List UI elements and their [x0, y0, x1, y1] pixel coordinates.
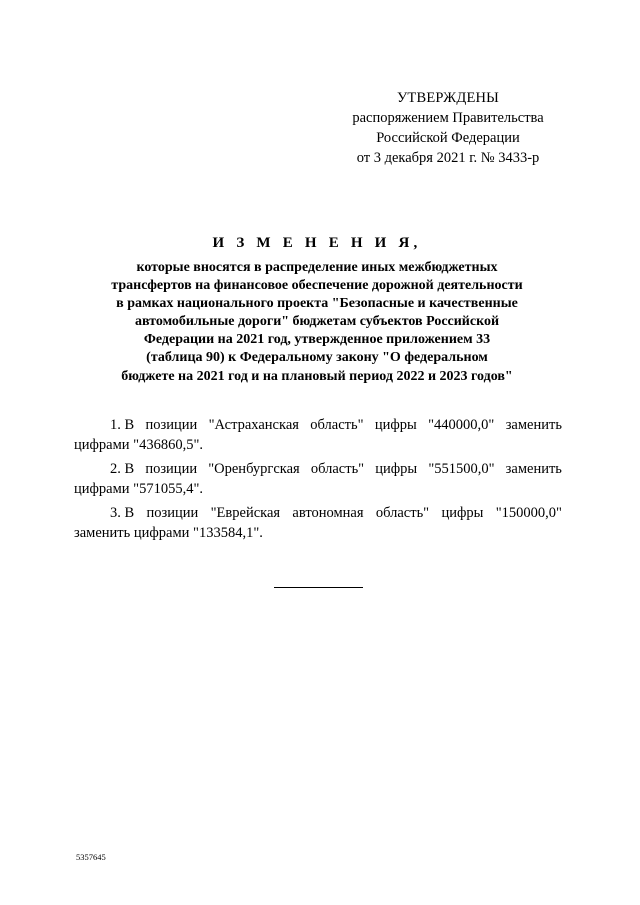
approval-block	[330, 88, 566, 168]
word: "440000,0"	[428, 417, 495, 433]
change-item-2	[74, 459, 562, 499]
subtitle-line: трансфертов на финансовое обеспечение дорожной деятельности	[111, 278, 523, 294]
word: цифры	[441, 505, 484, 521]
document-title: И З М Е Н Е Н И Я,	[212, 235, 422, 251]
change-item-first-line	[74, 503, 562, 523]
word: позиции	[146, 505, 199, 521]
word: область"	[375, 505, 430, 521]
approval-line-2: Российской Федерации	[376, 130, 520, 146]
subtitle-line: в рамках национального проекта "Безопасные и качественные	[116, 296, 518, 312]
change-item-continuation: заменить цифрами "133584,1".	[74, 525, 263, 541]
word: 2. В	[110, 461, 135, 477]
subtitle-line: Федерации на 2021 год, утвержденное приложением 33	[143, 332, 491, 348]
word: цифры	[375, 461, 418, 477]
word: область"	[310, 461, 365, 477]
change-item-continuation: цифрами "436860,5".	[74, 437, 203, 453]
changes-title-block	[72, 235, 562, 386]
word: "Еврейская	[210, 505, 281, 521]
word: "Оренбургская	[208, 461, 300, 477]
subtitle-line: бюджете на 2021 год и на плановый период 2022 и 2023 годов"	[121, 368, 513, 384]
changes-list	[74, 415, 562, 547]
word: "Астраханская	[208, 417, 299, 433]
change-item-first-line	[74, 415, 562, 435]
approval-line-3: от 3 декабря 2021 г. № 3433-р	[356, 150, 540, 166]
word: заменить	[505, 417, 562, 433]
word: позиции	[145, 417, 198, 433]
document-code: 5357645	[76, 852, 106, 862]
word: позиции	[145, 461, 198, 477]
approval-heading: УТВЕРЖДЕНЫ	[396, 90, 500, 106]
word: цифры	[374, 417, 417, 433]
subtitle-line: (таблица 90) к Федеральному закону "О федеральном	[146, 350, 488, 366]
change-item-first-line	[74, 459, 562, 479]
word: "551500,0"	[428, 461, 495, 477]
word: автономная	[292, 505, 364, 521]
change-item-3	[74, 503, 562, 543]
section-divider	[274, 587, 363, 588]
change-item-continuation: цифрами "571055,4".	[74, 481, 203, 497]
word: область"	[310, 417, 364, 433]
word: заменить	[505, 461, 562, 477]
subtitle-line: автомобильные дороги" бюджетам субъектов Российской	[134, 314, 500, 330]
subtitle-line: которые вносятся в распределение иных межбюджетных	[136, 260, 498, 275]
change-item-1	[74, 415, 562, 455]
word: 3. В	[110, 505, 135, 521]
word: 1. В	[110, 417, 135, 433]
word: "150000,0"	[495, 505, 562, 521]
approval-line-1: распоряжением Правительства	[352, 110, 544, 126]
